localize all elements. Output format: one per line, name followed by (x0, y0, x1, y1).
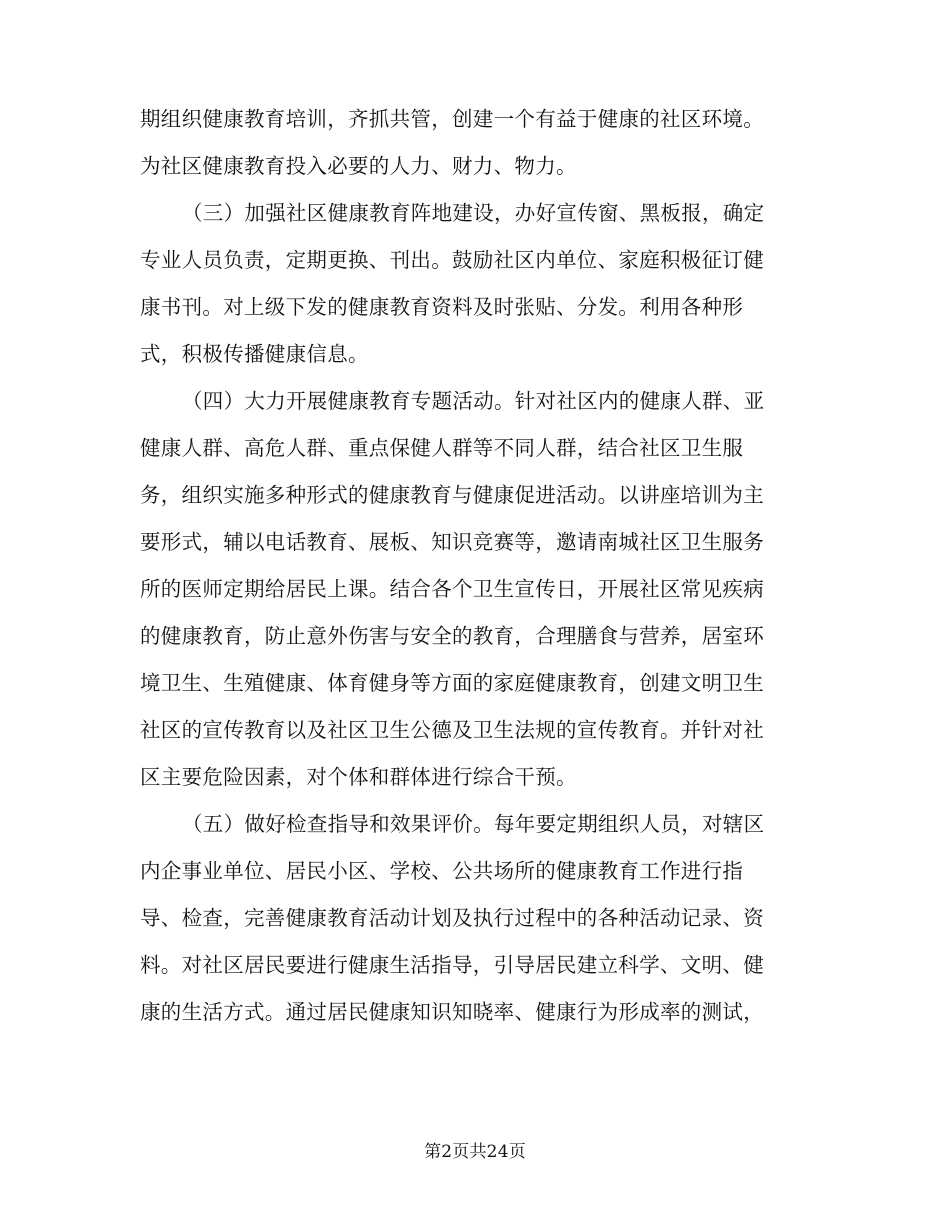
text-line: 区主要危险因素，对个体和群体进行综合干预。 (140, 765, 577, 789)
text-line: 为社区健康教育投入必要的人力、财力、物力。 (140, 154, 577, 178)
text-line: 健康人群、高危人群、重点保健人群等不同人群，结合社区卫生服 (140, 436, 744, 460)
paragraph-first-line: （五）做好检查指导和效果评价。每年要定期组织人员，对辖区 (182, 812, 765, 836)
text-line: 内企事业单位、居民小区、学校、公共场所的健康教育工作进行指 (140, 859, 744, 883)
paragraph-first-line: （三）加强社区健康教育阵地建设，办好宣传窗、黑板报，确定 (182, 201, 765, 225)
text-line: 料。对社区居民要进行健康生活指导，引导居民建立科学、文明、健 (140, 953, 764, 977)
text-line: 要形式，辅以电话教育、展板、知识竞赛等，邀请南城社区卫生服务 (140, 530, 764, 554)
text-line: 康书刊。对上级下发的健康教育资料及时张贴、分发。利用各种形 (140, 295, 744, 319)
paragraph-first-line: （四）大力开展健康教育专题活动。针对社区内的健康人群、亚 (182, 389, 765, 413)
text-line: 专业人员负责，定期更换、刊出。鼓励社区内单位、家庭积极征订健 (140, 248, 764, 272)
text-line: 的健康教育，防止意外伤害与安全的教育，合理膳食与营养，居室环 (140, 624, 764, 648)
text-line: 期组织健康教育培训，齐抓共管，创建一个有益于健康的社区环境。 (140, 107, 764, 131)
text-line: 务，组织实施多种形式的健康教育与健康促进活动。以讲座培训为主 (140, 483, 764, 507)
page-number-footer: 第2页共24页 (424, 1142, 526, 1162)
body-text (140, 96, 810, 1036)
text-line: 康的生活方式。通过居民健康知识知晓率、健康行为形成率的测试， (140, 1000, 764, 1024)
text-line: 境卫生、生殖健康、体育健身等方面的家庭健康教育，创建文明卫生 (140, 671, 764, 695)
text-line: 导、检查，完善健康教育活动计划及执行过程中的各种活动记录、资 (140, 906, 764, 930)
text-line: 式，积极传播健康信息。 (140, 342, 369, 366)
text-line: 所的医师定期给居民上课。结合各个卫生宣传日，开展社区常见疾病 (140, 577, 764, 601)
text-line: 社区的宣传教育以及社区卫生公德及卫生法规的宣传教育。并针对社 (140, 718, 764, 742)
